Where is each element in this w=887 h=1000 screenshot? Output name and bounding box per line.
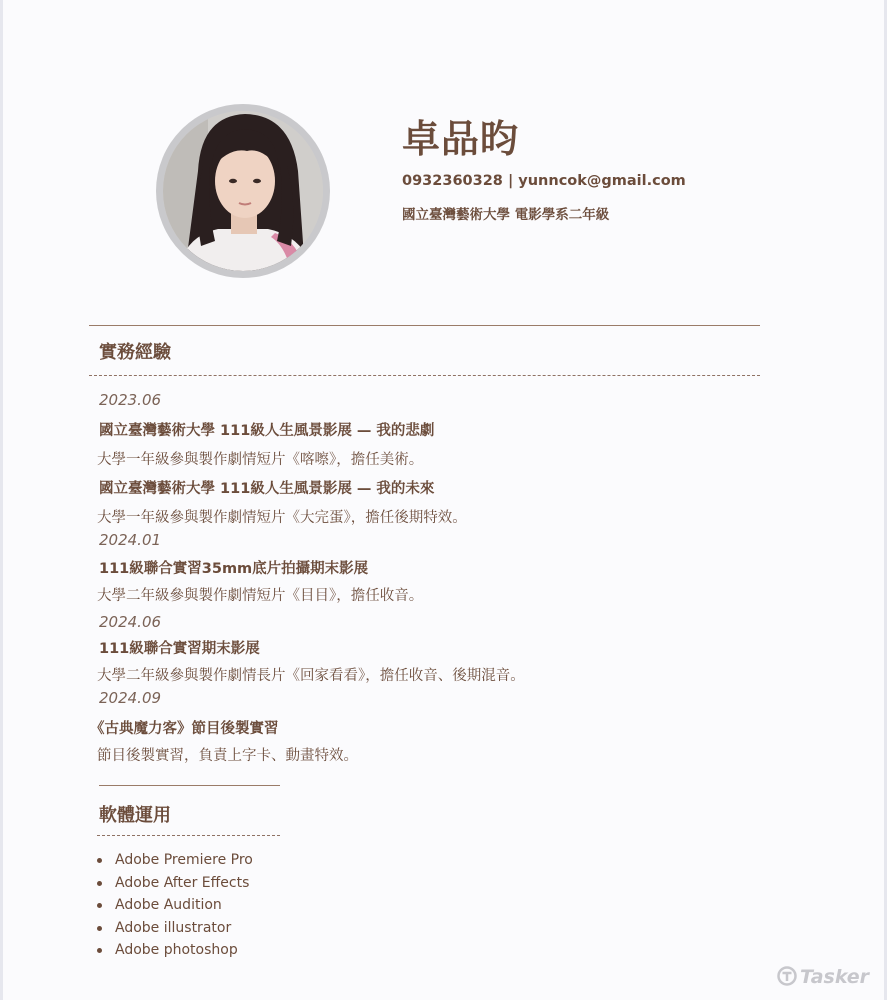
- experience-description: 大學二年級參與製作劇情短片《目目》，擔任收音。: [97, 588, 424, 604]
- software-name: Adobe photoshop: [115, 942, 238, 959]
- experience-date: 2023.06: [99, 391, 162, 409]
- experience-date: 2024.06: [99, 613, 162, 631]
- experience-description: 節目後製實習，負責上字卡、動畫特效。: [97, 748, 358, 764]
- experience-title: 國立臺灣藝術大學 111級人生風景影展 — 我的未來: [99, 481, 435, 497]
- experience-title: 111級聯合實習35mm底片拍攝期末影展: [99, 561, 369, 577]
- watermark-text: Tasker: [800, 966, 870, 988]
- software-list: [97, 849, 253, 962]
- software-rule-dashed: [97, 835, 280, 836]
- school-department: 國立臺灣藝術大學 電影學系二年級: [402, 207, 610, 223]
- software-name: Adobe After Effects: [115, 874, 250, 891]
- page-edge-left: [0, 0, 3, 1000]
- experience-section-title: 實務經驗: [99, 342, 171, 363]
- experience-description: 大學二年級參與製作劇情長片《回家看看》，擔任收音、後期混音。: [97, 668, 525, 684]
- section-rule-top: [89, 325, 760, 326]
- list-item: [97, 872, 253, 895]
- bullet-icon: [97, 881, 102, 886]
- experience-title: 國立臺灣藝術大學 111級人生風景影展 — 我的悲劇: [99, 423, 435, 439]
- software-name: Adobe illustrator: [115, 919, 232, 936]
- bullet-icon: [97, 903, 102, 908]
- contact-info: 0932360328 | yunncok@gmail.com: [402, 173, 686, 189]
- bullet-icon: [97, 948, 102, 953]
- experience-title: 《古典魔力客》節目後製實習: [90, 721, 279, 737]
- bullet-icon: [97, 926, 102, 931]
- bullet-icon: [97, 858, 102, 863]
- experience-date: 2024.01: [99, 531, 162, 549]
- software-name: Adobe Audition: [115, 897, 222, 914]
- profile-photo-frame: [156, 104, 330, 278]
- tasker-watermark: [777, 966, 869, 991]
- tasker-logo-icon: [777, 966, 797, 991]
- profile-photo: [163, 111, 323, 271]
- software-rule-top: [99, 785, 280, 786]
- list-item: [97, 939, 253, 962]
- experience-description: 大學一年級參與製作劇情短片《大完蛋》，擔任後期特效。: [97, 510, 467, 526]
- experience-date: 2024.09: [99, 689, 162, 707]
- applicant-name: 卓品昀: [402, 117, 520, 161]
- list-item: [97, 917, 253, 940]
- software-name: Adobe Premiere Pro: [115, 852, 253, 868]
- software-section-title: 軟體運用: [99, 805, 171, 826]
- list-item: [97, 849, 253, 872]
- experience-description: 大學一年級參與製作劇情短片《喀嚓》，擔任美術。: [97, 452, 424, 468]
- list-item: [97, 894, 253, 917]
- experience-title: 111級聯合實習期末影展: [99, 641, 260, 657]
- section-rule-dashed: [89, 375, 760, 376]
